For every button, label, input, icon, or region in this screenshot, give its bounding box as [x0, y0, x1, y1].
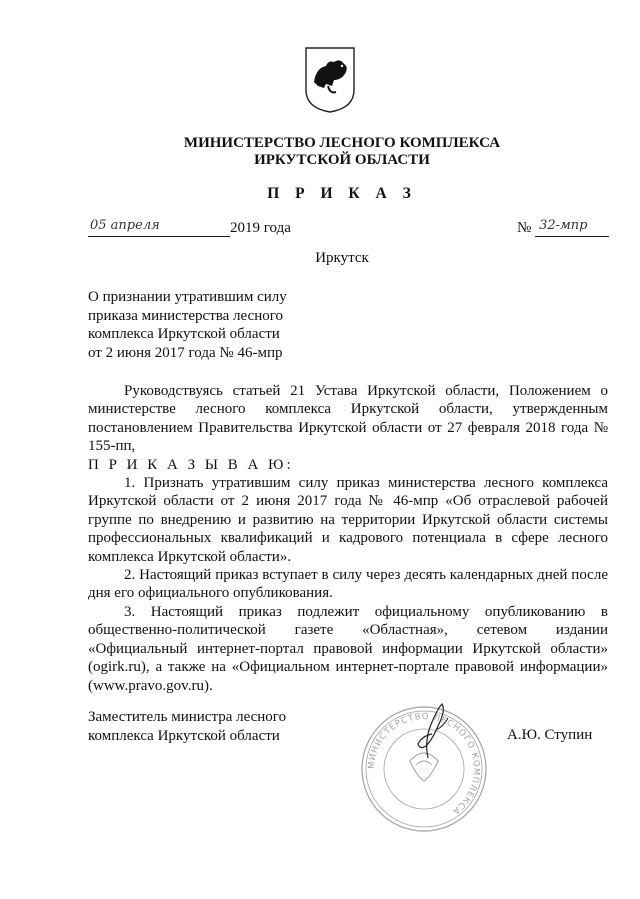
subject-line: О признании утратившим силу — [88, 289, 287, 305]
number-label: № — [517, 220, 532, 236]
preamble-paragraph: Руководствуясь статьей 21 Устава Иркутской области, Положением о министерстве лесного комплекса Иркутской области, утвержденным постановлением Правительства Иркутской области от 27 февраля 2018 года № 155-пп, — [88, 383, 608, 455]
handwritten-date: 05 апреля — [88, 218, 230, 237]
subject-line: приказа министерства лесного — [88, 307, 284, 324]
stamp-text: МИНИСТЕРСТВО ЛЕСНОГО КОМПЛЕКСА — [366, 711, 482, 817]
orders-heading: П Р И К А З Ы В А Ю: — [88, 456, 294, 473]
document-number — [517, 218, 609, 237]
handwritten-number: 32-мпр — [535, 218, 609, 237]
subject-line: от 2 июня 2017 года № 46-мпр — [88, 344, 283, 361]
date-year: 2019 года — [230, 220, 291, 236]
signer-position — [88, 708, 328, 746]
document-city: Иркутск — [315, 250, 369, 266]
order-item-1: 1. Признать утратившим силу приказ министерства лесного комплекса Иркутской области от 2 июня 2017 года № 46-мпр «Об отраслевой рабочей группе по внедрению и развитию на территории Иркутской области системы профессиональных квалификаций и кадрового потенциала в сфере лесного комплекса Иркутской области». — [88, 475, 608, 565]
document-type-heading: П Р И К А З — [267, 185, 417, 202]
signer-name: А.Ю. Ступин — [507, 727, 593, 743]
signer-position-line: Заместитель министра лесного — [88, 709, 287, 725]
irkutsk-coat-of-arms-icon — [304, 46, 356, 114]
signer-position-line: комплекса Иркутской области — [88, 728, 280, 744]
organization-title: МИНИСТЕРСТВО ЛЕСНОГО КОМПЛЕКСА — [183, 135, 501, 151]
organization-title-region: ИРКУТСКОЙ ОБЛАСТИ — [254, 152, 430, 168]
document-date — [88, 218, 291, 237]
subject-line: комплекса Иркутской области — [88, 326, 280, 342]
order-item-2: 2. Настоящий приказ вступает в силу через десять календарных дней после дня его официального опубликования. — [88, 567, 608, 602]
document-body — [88, 382, 608, 695]
handwritten-signature-icon — [398, 700, 454, 760]
document-subject — [88, 288, 328, 362]
order-item-3: 3. Настоящий приказ подлежит официальному опубликованию в общественно-политической газете «Областная», сетевом издании «Официальный интернет-портал правовой информации Иркутской области» (ogirk.ru), а также на «Официальном интернет-портале правовой информации» (www.pravo.gov.ru). — [88, 603, 608, 694]
